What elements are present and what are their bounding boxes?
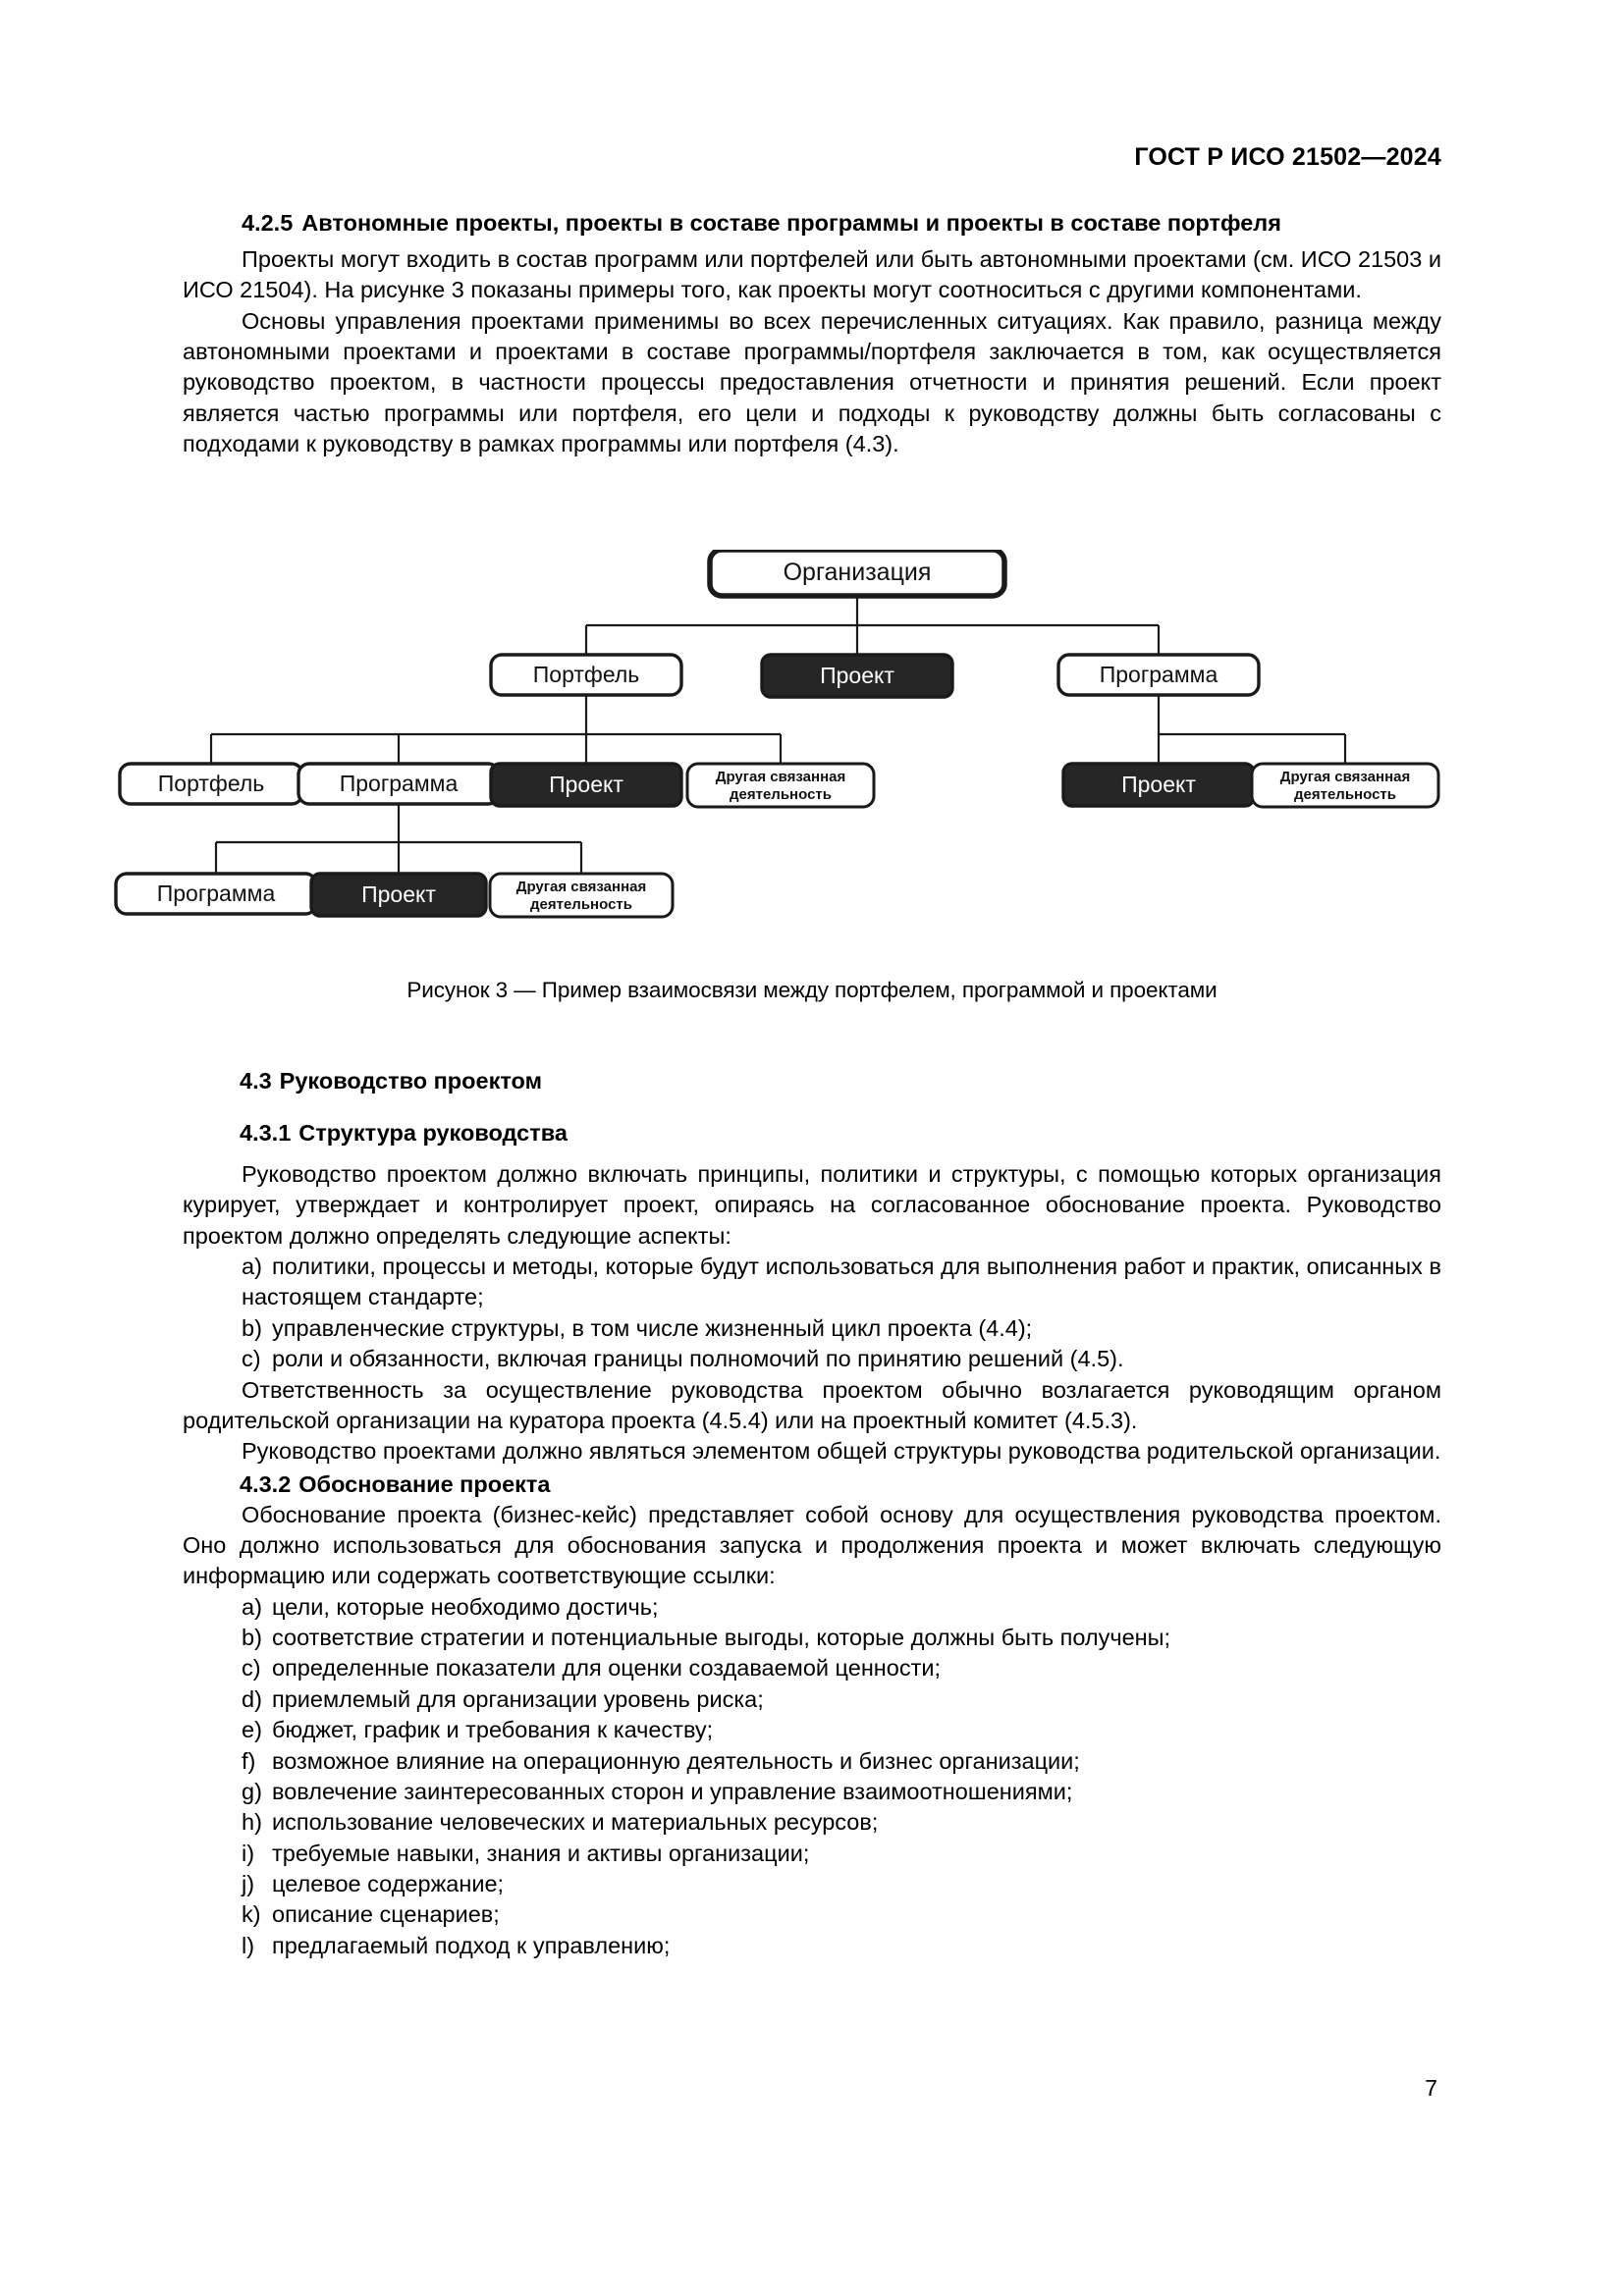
node-programme-l1-label: Программа <box>1099 662 1218 687</box>
paragraph-432-1: Обоснование проекта (бизнес-кейс) представляет собой основу для осуществления руководства проектом. Оно должно использоваться для обоснования запуска и продолжения проекта и может включать следующую информацию или содержать соответствующие ссылки: <box>183 1501 1441 1589</box>
list-item-432-d <box>183 1684 1441 1715</box>
list-marker-432-f: f) <box>242 1747 256 1774</box>
list-text-432-j: целевое содержание; <box>272 1870 505 1896</box>
list-text-432-f: возможное влияние на операционную деятельность и бизнес организации; <box>272 1747 1080 1774</box>
node-other-activity-l2 <box>687 764 874 807</box>
list-item-432-i <box>183 1839 1441 1869</box>
heading-4-3-2-title: Обоснование проекта <box>298 1470 551 1497</box>
list-marker-432-l: l) <box>242 1932 255 1958</box>
figure-3-caption: Рисунок 3 — Пример взаимосвязи между портфелем, программой и проектами <box>406 978 1218 1002</box>
node-project-l2-label: Проект <box>549 772 623 797</box>
content-bottom <box>183 1066 1441 1961</box>
figure-3 <box>0 550 1624 1011</box>
list-marker-432-h: h) <box>242 1809 262 1836</box>
list-marker-432-b: b) <box>242 1625 262 1651</box>
list-text-432-e: бюджет, график и требования к качеству; <box>272 1717 714 1743</box>
node-other-activity-l3 <box>490 874 673 917</box>
heading-4-2-5-number: 4.2.5 <box>242 210 294 236</box>
list-marker-432-e: e) <box>242 1717 262 1743</box>
node-other-activity-l2-line2: деятельность <box>730 786 832 803</box>
list-item-431-b <box>183 1313 1441 1344</box>
list-432 <box>183 1592 1441 1961</box>
node-other-activity-l2-right-line2: деятельность <box>1294 786 1396 803</box>
list-431 <box>183 1252 1441 1374</box>
list-marker-b: b) <box>242 1314 262 1341</box>
running-header: ГОСТ Р ИСО 21502—2024 <box>1134 143 1441 171</box>
node-other-activity-l3-line2: деятельность <box>530 896 632 913</box>
list-text-432-l: предлагаемый подход к управлению; <box>272 1932 671 1958</box>
list-item-431-a <box>183 1252 1441 1313</box>
node-other-activity-l2-right <box>1252 764 1438 807</box>
list-marker-432-j: j) <box>242 1870 255 1896</box>
list-text-432-h: использование человеческих и материальных ресурсов; <box>272 1809 879 1836</box>
node-project-l3 <box>311 874 486 916</box>
heading-4-3-1-title: Структура руководства <box>298 1120 568 1147</box>
page-number: 7 <box>1425 2075 1437 2101</box>
figure-3-diagram <box>0 550 1624 1011</box>
list-text-432-d: приемлемый для организации уровень риска; <box>272 1685 764 1712</box>
heading-4-3-2-number: 4.3.2 <box>240 1470 292 1497</box>
node-other-activity-l2-right-line1: Другая связанная <box>1279 769 1411 785</box>
connectors <box>211 596 1345 874</box>
node-programme-l2-label: Программа <box>339 771 459 796</box>
node-project-l3-label: Проект <box>361 881 436 907</box>
list-marker-432-a: a) <box>242 1593 262 1620</box>
list-text-432-c: определенные показатели для оценки создаваемой ценности; <box>272 1655 942 1682</box>
content-top <box>183 208 1441 460</box>
paragraph-425-2: Основы управления проектами применимы во всех перечисленных ситуациях. Как правило, разница между автономными проектами и проектами в составе программы/портфеля заключается в том, как осуществляется руководство проектом, в частности процессы предоставления отчетности и принятия решений. Если проект является частью программы или портфеля, его цели и подходы к руководству должны быть согласованы с подходами к руководству в рамках программы или портфеля (4.3). <box>183 307 1441 457</box>
node-project-l2-right <box>1063 764 1254 806</box>
list-text-c: роли и обязанности, включая границы полномочий по принятию решений (4.5). <box>272 1346 1124 1372</box>
heading-4-2-5 <box>183 208 1441 239</box>
list-marker-432-c: c) <box>242 1655 261 1682</box>
paragraph-425-1: Проекты могут входить в состав программ или портфелей или быть автономными проектами (см. ИСО 21503 и ИСО 21504). На рисунке 3 показаны примеры того, как проекты могут соотноситься с другими компонентами. <box>183 246 1441 303</box>
list-text-432-k: описание сценариев; <box>272 1901 500 1928</box>
list-marker-432-d: d) <box>242 1685 262 1712</box>
heading-4-3 <box>183 1066 1441 1096</box>
node-portfolio-l1-label: Портфель <box>532 662 640 687</box>
node-project-l2 <box>491 764 681 806</box>
list-item-432-k <box>183 1899 1441 1930</box>
node-project-l2-right-label: Проект <box>1121 772 1196 797</box>
heading-4-3-1-number: 4.3.1 <box>240 1120 292 1147</box>
list-marker-432-k: k) <box>242 1901 261 1928</box>
node-portfolio-l2-label: Портфель <box>157 771 265 796</box>
node-programme-l3 <box>116 874 316 914</box>
list-marker-432-g: g) <box>242 1778 262 1804</box>
list-text-432-a: цели, которые необходимо достичь; <box>272 1593 659 1620</box>
node-programme-l2 <box>298 764 499 804</box>
node-other-activity-l2-line1: Другая связанная <box>715 769 846 785</box>
list-item-432-g <box>183 1777 1441 1807</box>
node-organization-label: Организация <box>783 559 932 586</box>
list-item-432-j <box>183 1869 1441 1899</box>
list-item-432-h <box>183 1807 1441 1838</box>
list-item-432-l <box>183 1931 1441 1961</box>
list-item-432-f <box>183 1746 1441 1777</box>
list-text-432-g: вовлечение заинтересованных сторон и управление взаимоотношениями; <box>272 1778 1073 1804</box>
node-programme-l1 <box>1058 655 1259 695</box>
list-text-432-b: соответствие стратегии и потенциальные выгоды, которые должны быть получены; <box>272 1625 1171 1651</box>
list-marker-432-i: i) <box>242 1840 255 1866</box>
node-other-activity-l3-line1: Другая связанная <box>515 879 647 895</box>
list-marker-c: c) <box>242 1346 261 1372</box>
heading-4-3-title: Руководство проектом <box>279 1068 542 1094</box>
node-portfolio-l1 <box>491 655 681 695</box>
heading-4-3-1 <box>183 1118 1441 1148</box>
list-text-432-i: требуемые навыки, знания и активы организации; <box>272 1840 810 1866</box>
heading-4-2-5-title: Автономные проекты, проекты в составе программы и проекты в составе портфеля <box>301 210 1281 236</box>
heading-4-3-2 <box>183 1469 1441 1500</box>
paragraph-431-1: Руководство проектом должно включать принципы, политики и структуры, с помощью которых организация курирует, утверждает и контролирует проект, опираясь на согласованное обоснование проекта. Руководство проектом должно определять следующие аспекты: <box>183 1161 1441 1249</box>
list-text-b: управленческие структуры, в том числе жизненный цикл проекта (4.4); <box>272 1314 1033 1341</box>
list-item-432-e <box>183 1715 1441 1745</box>
list-item-432-b <box>183 1623 1441 1653</box>
node-project-l1-label: Проект <box>820 663 894 688</box>
node-project-l1 <box>762 655 952 697</box>
heading-4-3-number: 4.3 <box>240 1068 272 1094</box>
list-text-a: политики, процессы и методы, которые будут использоваться для выполнения работ и практик, описанных в настоящем стандарте; <box>242 1254 1441 1310</box>
list-marker-a: a) <box>242 1254 262 1280</box>
node-portfolio-l2 <box>120 764 302 804</box>
paragraph-431-3: Руководство проектами должно являться элементом общей структуры руководства родительской организации. <box>242 1438 1441 1465</box>
node-organization <box>710 550 1004 596</box>
list-item-432-a <box>183 1592 1441 1623</box>
list-item-432-c <box>183 1653 1441 1683</box>
list-item-431-c <box>183 1344 1441 1374</box>
paragraph-431-2: Ответственность за осуществление руководства проектом обычно возлагается руководящим органом родительской организации на куратора проекта (4.5.4) или на проектный комитет (4.5.3). <box>183 1376 1441 1433</box>
node-programme-l3-label: Программа <box>156 881 276 906</box>
